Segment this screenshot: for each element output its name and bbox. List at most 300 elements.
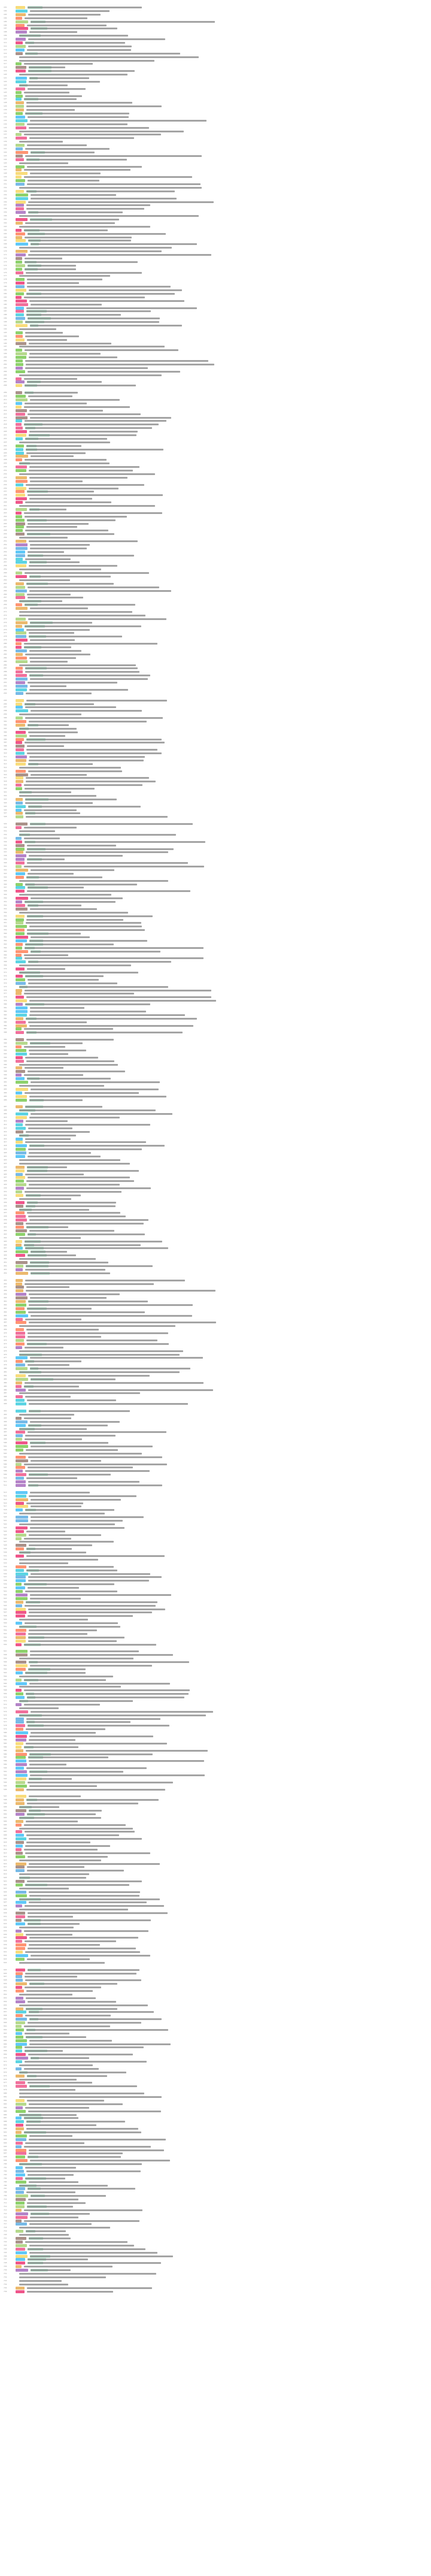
line-number: 299 <box>4 713 7 716</box>
line-number: 490 <box>4 1402 7 1405</box>
line-text <box>24 169 130 171</box>
document-line <box>0 978 431 981</box>
line-number: 187 <box>4 310 7 313</box>
document-line <box>0 1530 431 1533</box>
line-number: 297 <box>4 706 7 709</box>
keyword-tag <box>16 1901 26 1904</box>
document-line <box>0 179 431 182</box>
line-text <box>25 2033 69 2034</box>
document-line <box>0 1049 431 1052</box>
document-line <box>0 409 431 412</box>
line-text <box>30 607 88 609</box>
document-line <box>0 1622 431 1625</box>
line-number: 133 <box>4 119 7 122</box>
keyword-tag <box>16 826 22 829</box>
line-number: 391 <box>4 1045 7 1048</box>
keyword-tag <box>16 2032 22 2035</box>
line-text <box>28 1912 168 1914</box>
keyword-tag <box>16 165 25 168</box>
document-line <box>0 1519 431 1522</box>
keyword-tag <box>16 2124 23 2127</box>
document-line <box>0 62 431 65</box>
document-line <box>0 1116 431 1119</box>
line-text <box>28 70 135 72</box>
line-number: 309 <box>4 748 7 751</box>
line-number: 721 <box>4 2237 7 2239</box>
line-text <box>26 2124 96 2126</box>
line-number: 574 <box>4 1710 7 1713</box>
keyword-tag <box>16 540 26 543</box>
document-line <box>0 776 431 779</box>
keyword-tag <box>16 649 27 652</box>
line-number: 354 <box>4 911 7 914</box>
line-number: 265 <box>4 589 7 592</box>
line-number: 206 <box>4 377 7 380</box>
line-number: 169 <box>4 246 7 249</box>
line-text <box>29 756 145 758</box>
document-line <box>0 734 431 737</box>
line-text <box>26 293 175 295</box>
line-number: 168 <box>4 243 7 246</box>
document-line <box>0 2028 431 2031</box>
document-line <box>0 770 431 773</box>
line-text <box>26 1223 144 1224</box>
line-text <box>27 2100 104 2102</box>
keyword-tag <box>16 564 26 567</box>
line-number: 593 <box>4 1777 7 1780</box>
keyword-tag <box>16 1969 25 1972</box>
line-text <box>19 880 168 882</box>
line-number: 301 <box>4 720 7 722</box>
line-text <box>19 2163 142 2165</box>
line-number: 560 <box>4 1661 7 1664</box>
line-number: 530 <box>4 1551 7 1554</box>
line-number: 602 <box>4 1812 7 1815</box>
line-number: 379 <box>4 999 7 1002</box>
document-line <box>0 1162 431 1165</box>
document-line <box>0 1668 431 1671</box>
line-number: 245 <box>4 518 7 521</box>
keyword-tag <box>16 1456 26 1459</box>
line-number: 232 <box>4 472 7 475</box>
line-number: 226 <box>4 451 7 454</box>
keyword-tag <box>16 1604 22 1607</box>
document-line <box>0 1459 431 1462</box>
keyword-tag <box>16 1017 23 1020</box>
line-text <box>28 1332 168 1334</box>
document-line <box>0 621 431 624</box>
document-line <box>0 1024 431 1027</box>
keyword-tag <box>16 2269 28 2272</box>
document-line <box>0 377 431 380</box>
line-text <box>25 1174 84 1175</box>
line-text <box>29 561 80 563</box>
line-text <box>19 713 81 715</box>
line-text <box>27 1958 90 1960</box>
document-line <box>0 1424 431 1427</box>
line-number: 529 <box>4 1547 7 1550</box>
line-text <box>26 816 168 818</box>
line-text <box>29 1753 153 1755</box>
keyword-tag <box>16 119 28 122</box>
document-line <box>0 2212 431 2215</box>
line-text <box>25 222 115 224</box>
document-line <box>0 1215 431 1218</box>
line-number: 492 <box>4 1413 7 1416</box>
line-text <box>25 349 178 351</box>
document-line <box>0 1664 431 1667</box>
document-line <box>0 1547 431 1550</box>
keyword-tag <box>16 1788 24 1791</box>
line-number: 138 <box>4 137 7 140</box>
line-text <box>28 1021 87 1023</box>
document-line <box>0 1979 431 1982</box>
line-text <box>28 1916 73 1918</box>
document-line <box>0 253 431 256</box>
line-text <box>26 700 167 702</box>
document-line <box>0 1650 431 1653</box>
keyword-tag <box>16 1346 22 1349</box>
document-line <box>0 943 431 946</box>
document-line <box>0 2269 431 2272</box>
keyword-tag <box>16 1590 23 1593</box>
keyword-tag <box>16 1777 26 1780</box>
line-number: 491 <box>4 1410 7 1412</box>
line-text <box>29 735 65 737</box>
keyword-tag <box>16 2106 23 2109</box>
document-line <box>0 1947 431 1950</box>
line-number: 518 <box>4 1508 7 1511</box>
line-text <box>29 650 81 652</box>
document-line <box>0 1735 431 1738</box>
keyword-tag <box>16 1268 23 1271</box>
line-text <box>28 1148 142 1150</box>
line-number: 663 <box>4 2031 7 2034</box>
line-text <box>27 1166 67 1168</box>
keyword-tag <box>16 1756 26 1759</box>
document-line <box>0 151 431 154</box>
document-line <box>0 1325 431 1328</box>
keyword-tag <box>16 112 23 115</box>
line-number: 622 <box>4 1883 7 1886</box>
document-line <box>0 1180 431 1183</box>
line-text <box>28 586 159 588</box>
line-text <box>19 569 101 570</box>
line-text <box>28 1425 108 1426</box>
document-line <box>0 1134 431 1137</box>
line-number: 483 <box>4 1377 7 1380</box>
line-text <box>24 424 159 425</box>
document-line <box>0 1661 431 1664</box>
line-number: 489 <box>4 1399 7 1402</box>
line-text <box>19 1860 101 1861</box>
line-text <box>24 1028 113 1030</box>
line-number: 397 <box>4 1066 7 1069</box>
line-text <box>28 1456 162 1458</box>
document-line <box>0 69 431 72</box>
document-line <box>0 1112 431 1115</box>
document-line <box>0 1583 431 1586</box>
line-text <box>26 526 77 528</box>
document-line <box>0 1781 431 1784</box>
line-text <box>19 791 71 793</box>
line-text <box>19 1085 104 1087</box>
line-text <box>24 512 162 514</box>
line-text <box>30 250 162 252</box>
line-number: 244 <box>4 515 7 518</box>
line-text <box>19 2096 162 2098</box>
line-number: 375 <box>4 985 7 988</box>
line-text <box>19 894 111 896</box>
keyword-tag <box>16 908 28 911</box>
keyword-tag <box>16 349 22 352</box>
line-text <box>25 237 132 238</box>
line-text <box>26 102 132 104</box>
line-number: 119 <box>4 69 7 72</box>
line-text <box>19 84 68 86</box>
line-number: 314 <box>4 766 7 769</box>
document-line <box>0 1590 431 1593</box>
line-text <box>25 392 78 394</box>
line-text <box>25 1092 139 1094</box>
document-line <box>0 1576 431 1579</box>
document-line <box>0 448 431 451</box>
keyword-tag <box>16 2166 23 2169</box>
document-line <box>0 1201 431 1204</box>
line-text <box>19 1354 180 1356</box>
line-text <box>19 2273 156 2275</box>
document-line <box>0 568 431 571</box>
line-number: 132 <box>4 115 7 118</box>
line-text <box>25 1280 185 1281</box>
line-number: 488 <box>4 1395 7 1398</box>
line-number: 424 <box>4 1165 7 1168</box>
document-line <box>0 784 431 787</box>
keyword-tag <box>16 2142 23 2145</box>
keyword-tag <box>16 137 27 140</box>
line-text <box>29 1795 81 1797</box>
line-number: 235 <box>4 483 7 486</box>
document-line <box>0 1601 431 1604</box>
line-text <box>25 2142 84 2144</box>
document-line <box>0 727 431 730</box>
line-text <box>25 1672 86 1674</box>
line-text <box>25 321 159 323</box>
document-line <box>0 232 431 235</box>
keyword-tag <box>16 1027 22 1030</box>
document-line <box>0 2088 431 2091</box>
line-number: 159 <box>4 211 7 214</box>
line-number: 468 <box>4 1325 7 1328</box>
keyword-tag <box>16 1438 22 1441</box>
document-line <box>0 328 431 331</box>
line-number: 618 <box>4 1869 7 1872</box>
line-text <box>30 120 207 122</box>
keyword-tag <box>16 939 27 942</box>
line-text <box>26 2029 168 2031</box>
line-number: 399 <box>4 1074 7 1077</box>
keyword-tag <box>16 10 28 13</box>
line-number: 573 <box>4 1706 7 1709</box>
document-line <box>0 451 431 458</box>
line-number: 715 <box>4 2215 7 2218</box>
keyword-tag <box>16 27 28 30</box>
line-text <box>25 268 76 270</box>
line-text <box>26 1789 165 1791</box>
line-number: 186 <box>4 306 7 309</box>
keyword-tag <box>16 515 22 518</box>
document-line <box>0 1123 431 1126</box>
document-line <box>0 1021 431 1024</box>
keyword-tag <box>16 932 25 935</box>
document-line <box>0 533 431 536</box>
keyword-tag <box>16 745 25 748</box>
line-text <box>29 632 74 634</box>
line-number: 433 <box>4 1197 7 1200</box>
document-line <box>0 20 431 23</box>
keyword-tag <box>16 2255 28 2258</box>
line-text <box>24 176 192 178</box>
line-text <box>29 2245 134 2247</box>
line-text <box>24 2220 139 2222</box>
line-number: 335 <box>4 843 7 846</box>
document-line <box>0 1904 431 1907</box>
document-line <box>0 1544 431 1547</box>
keyword-tag <box>16 1021 26 1024</box>
line-number: 376 <box>4 988 7 991</box>
line-number: 728 <box>4 2261 7 2264</box>
line-text <box>26 2170 141 2172</box>
keyword-tag <box>16 17 22 20</box>
keyword-tag <box>16 1710 28 1713</box>
document-line <box>0 748 431 751</box>
line-text <box>24 1538 71 1540</box>
line-number: 675 <box>4 2074 7 2077</box>
document-line <box>0 823 431 826</box>
document-line <box>0 2159 431 2162</box>
line-text <box>19 1898 160 1900</box>
document-line <box>0 2071 431 2074</box>
document-line <box>0 737 431 744</box>
line-text <box>27 845 116 846</box>
document-line <box>0 1848 431 1851</box>
document-line <box>0 1356 431 1359</box>
keyword-tag <box>16 890 25 893</box>
line-number: 219 <box>4 427 7 430</box>
keyword-tag <box>16 176 22 179</box>
line-text <box>29 1230 114 1232</box>
document-line <box>0 1190 431 1193</box>
document-line <box>0 2194 431 2197</box>
line-text <box>28 1587 79 1589</box>
keyword-tag <box>16 1982 27 1985</box>
line-text <box>29 1014 185 1016</box>
document-line <box>0 674 431 677</box>
keyword-tag <box>16 982 26 985</box>
document-line <box>0 359 431 362</box>
line-text <box>19 2072 126 2073</box>
keyword-tag <box>16 646 22 649</box>
line-number: 427 <box>4 1176 7 1179</box>
line-number: 178 <box>4 278 7 281</box>
document-line <box>0 2226 431 2229</box>
line-text <box>19 2234 69 2236</box>
keyword-tag <box>16 1866 25 1868</box>
line-text <box>29 1891 140 1893</box>
keyword-tag <box>16 960 26 963</box>
line-text <box>27 1202 116 1204</box>
document-line <box>0 2099 431 2102</box>
line-text <box>27 166 142 168</box>
document-line <box>0 2261 431 2264</box>
line-number: 540 <box>4 1586 7 1589</box>
line-text <box>26 1187 151 1189</box>
line-number: 684 <box>4 2106 7 2109</box>
document-line <box>0 575 431 578</box>
keyword-tag <box>16 2138 26 2141</box>
line-number: 306 <box>4 737 7 740</box>
line-number: 113 <box>4 48 7 51</box>
keyword-tag <box>16 1066 22 1069</box>
document-line <box>0 1986 431 1989</box>
document-line <box>0 1137 431 1144</box>
line-text <box>19 162 68 164</box>
keyword-tag <box>16 363 23 366</box>
keyword-tag <box>16 1105 23 1108</box>
keyword-tag <box>16 296 22 299</box>
line-text <box>24 1704 100 1706</box>
document-line <box>0 882 431 889</box>
document-line <box>0 1321 431 1324</box>
document-line <box>0 982 431 985</box>
document-line <box>0 1795 431 1798</box>
line-text <box>26 159 127 161</box>
line-number: 283 <box>4 652 7 655</box>
document-line <box>0 229 431 232</box>
line-text <box>29 410 103 412</box>
line-number: 157 <box>4 204 7 207</box>
document-line <box>0 1088 431 1091</box>
line-text <box>30 10 110 12</box>
line-text <box>30 399 120 401</box>
keyword-tag <box>16 851 23 854</box>
line-text <box>27 183 201 185</box>
document-line <box>0 529 431 532</box>
document-line <box>0 1343 431 1346</box>
document-line <box>0 1837 431 1840</box>
line-number: 193 <box>4 331 7 334</box>
line-number: 455 <box>4 1278 7 1281</box>
line-text <box>29 2149 164 2151</box>
keyword-tag <box>16 480 28 483</box>
keyword-tag <box>16 261 22 264</box>
document-line <box>0 653 431 656</box>
keyword-tag <box>16 1318 23 1321</box>
keyword-tag <box>16 802 23 805</box>
line-number: 259 <box>4 568 7 571</box>
line-number: 129 <box>4 105 7 108</box>
line-number: 615 <box>4 1858 7 1861</box>
line-text <box>19 505 155 507</box>
keyword-tag <box>16 278 25 281</box>
document-line <box>0 794 431 797</box>
line-text <box>27 752 162 754</box>
document-line <box>0 1449 431 1452</box>
line-number: 580 <box>4 1731 7 1734</box>
keyword-tag <box>16 1650 28 1653</box>
line-number: 587 <box>4 1756 7 1759</box>
keyword-tag <box>16 635 26 638</box>
